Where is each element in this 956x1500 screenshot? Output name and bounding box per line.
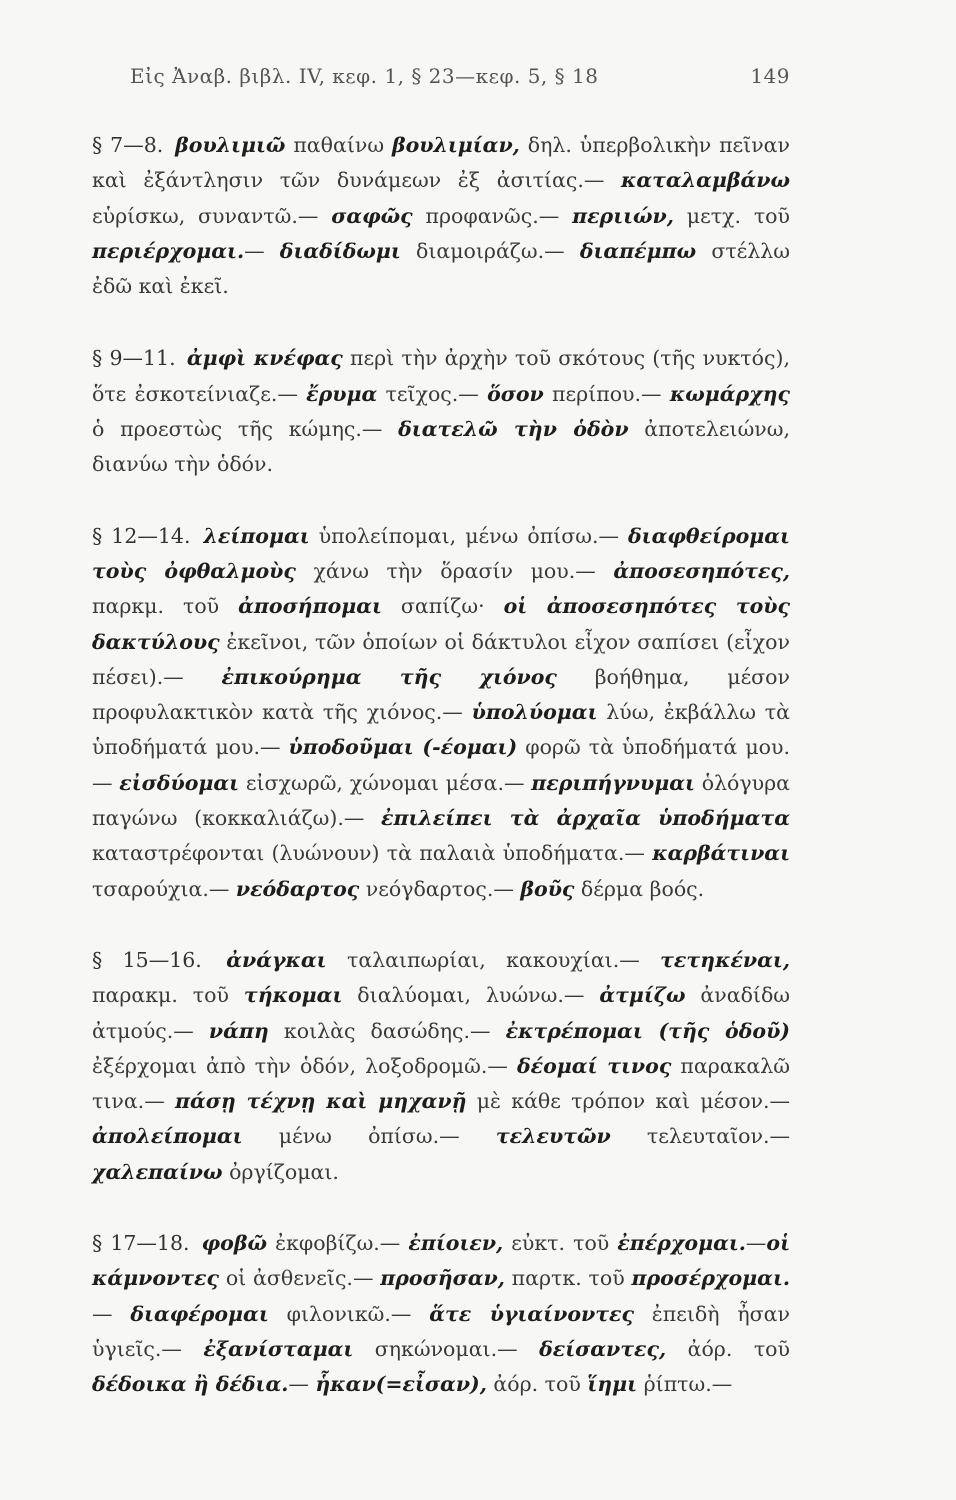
headword: βοῦς — [520, 876, 575, 901]
gloss: ἐξέρχομαι ἀπὸ τὴν ὁδόν, λοξοδρομῶ.— — [92, 1053, 517, 1078]
headword: ἅτε ὑγιαίνοντες — [429, 1301, 634, 1326]
paragraph-text — [92, 1231, 790, 1396]
gloss: προφανῶς.— — [412, 203, 573, 228]
gloss: ὑπολείπομαι, μένω ὀπίσω.— — [309, 523, 628, 548]
headword: τετηκέναι, — [660, 947, 790, 972]
gloss: διαλύομαι, λυώνω.— — [342, 983, 600, 1008]
headword: διαπέμπω — [579, 238, 697, 263]
page-number: 149 — [750, 64, 790, 88]
gloss: εὑρίσκω, συναντῶ.— — [92, 203, 332, 228]
gloss: κοιλὰς δασώδης.— — [268, 1018, 506, 1043]
gloss: — — [244, 238, 280, 263]
headword: ἀμφὶ κνέφας — [186, 346, 343, 371]
gloss: διαμοιράζω.— — [400, 238, 580, 263]
commentary-paragraph — [92, 128, 790, 304]
headword: ἵημι — [587, 1372, 638, 1397]
headword: φοβῶ — [201, 1231, 267, 1256]
headword: ἐξανίσταμαι — [203, 1336, 354, 1361]
headword: σαφῶς — [331, 203, 413, 228]
commentary-paragraph — [92, 341, 790, 482]
gloss: οἱ ἀσθενεῖς.— — [219, 1266, 381, 1291]
headword: ἀποσεσηπότες, — [613, 558, 790, 583]
headword: διαφθείρομαι τοὺς ὀφθαλμοὺς — [92, 523, 790, 583]
gloss: βοήθημα, μέσον προφυλακτικὸν κατὰ τῆς χιόνος.— — [92, 664, 790, 725]
headword: ἀπολείπομαι — [92, 1124, 243, 1149]
gloss: ταλαιπωρίαι, κακουχίαι.— — [326, 947, 661, 972]
headword: εἰσδύομαι — [119, 770, 240, 795]
gloss: εὐκτ. τοῦ — [503, 1231, 618, 1256]
commentary-paragraph — [92, 943, 790, 1190]
gloss: μετχ. τοῦ — [673, 203, 790, 228]
gloss: εἰσχωρῶ, χώνομαι μέσα.— — [239, 770, 532, 795]
gloss: περὶ τὴν ἀρχὴν τοῦ σκότους (τῆς νυκτός), ὅτε ἐσκοτείνιαζε.— — [92, 346, 790, 406]
gloss: ὀργίζομαι. — [222, 1159, 339, 1184]
running-head — [130, 64, 790, 88]
headword: οἱ ἀποσεσηπότες τοὺς δακτύλους — [92, 594, 790, 654]
headword: ἐπέρχομαι. — [617, 1231, 746, 1256]
gloss: — — [745, 1231, 767, 1256]
headword: δέδοικα ἢ δέδια. — [92, 1372, 289, 1397]
gloss: δηλ. ὑπερβολικὴν πεῖναν καὶ ἐξάντλησιν τῶν δυνάμεων ἐξ ἀσιτίας.— — [92, 133, 790, 193]
headword: διαφέρομαι — [130, 1301, 269, 1326]
headword: νάπη — [208, 1018, 269, 1043]
headword: προσέρχομαι. — [631, 1266, 790, 1291]
headword: προσῆσαν, — [380, 1266, 505, 1291]
gloss: περίπου.— — [543, 381, 670, 406]
paragraph-text — [92, 346, 790, 476]
gloss: χάνω τὴν ὅρασίν μου.— — [295, 558, 614, 583]
headword: ἐπίοιεν, — [408, 1231, 504, 1256]
gloss: παρτκ. τοῦ — [504, 1266, 632, 1291]
gloss: λύω, ἐκβάλλω τὰ ὑποδήματά μου.— — [92, 700, 790, 760]
commentary-body — [92, 128, 790, 1438]
headword: καταλαμβάνω — [621, 168, 790, 193]
headword: ἐκτρέπομαι (τῆς ὁδοῦ) — [505, 1018, 790, 1043]
section-marker: § 15—16. — [92, 947, 202, 972]
gloss: μὲ κάθε τρόπον καὶ μέσον.— — [466, 1089, 791, 1114]
headword: ἔρυμα — [306, 381, 378, 406]
headword: ὑπολύομαι — [471, 700, 598, 725]
section-marker: § 17—18. — [92, 1231, 190, 1256]
headword: ὑποδοῦμαι (-έομαι) — [288, 735, 518, 760]
gloss: παρακαλῶ τινα.— — [92, 1053, 790, 1114]
paragraph-text — [92, 524, 790, 901]
gloss: τσαρούχια.— — [92, 876, 236, 901]
gloss: ἐκφοβίζω.— — [266, 1231, 409, 1256]
headword: ὅσον — [487, 381, 544, 406]
headword: περιπήγνυμαι — [531, 770, 695, 795]
headword: τήκομαι — [243, 983, 343, 1008]
gloss: παρακμ. τοῦ — [92, 983, 244, 1008]
headword: νεόδαρτος — [235, 876, 360, 901]
gloss: ἐπειδὴ ἦσαν ὑγιεῖς.— — [92, 1301, 790, 1361]
gloss: ὁλόγυρα παγώνω (κοκκαλιάζω).— — [92, 770, 790, 831]
gloss: παρκμ. τοῦ — [92, 594, 239, 619]
headword: τελευτῶν — [495, 1124, 611, 1149]
gloss: — — [288, 1372, 316, 1397]
headword: περιέρχομαι. — [92, 238, 245, 263]
gloss: μένω ὀπίσω.— — [242, 1124, 496, 1149]
section-marker: § 12—14. — [92, 523, 191, 548]
headword: κωμάρχης — [669, 381, 790, 406]
gloss: δέρμα βοός. — [574, 876, 705, 901]
gloss: τελευταῖον.— — [610, 1124, 790, 1149]
running-head-title: Εἰς Ἀναβ. βιβλ. IV, κεφ. 1, § 23—κεφ. 5, § 18 — [130, 64, 599, 88]
gloss: ἀναδίδω ἀτμούς.— — [92, 983, 791, 1043]
gloss: — — [92, 1301, 131, 1326]
commentary-paragraph — [92, 519, 790, 907]
headword: ἐπιλείπει τὰ ἀρχαῖα ὑποδήματα — [381, 806, 790, 831]
gloss: ἀποτελειώνω, διανύω τὴν ὁδόν. — [92, 417, 790, 477]
section-marker: § 9—11. — [92, 346, 176, 371]
headword: πάσῃ τέχνῃ καὶ μηχανῇ — [174, 1089, 467, 1114]
commentary-paragraph — [92, 1226, 790, 1402]
headword: βουλιμιῶ — [175, 133, 286, 157]
headword: ἐπικούρημα τῆς χιόνος — [221, 664, 557, 689]
headword: οἱ κάμνοντες — [92, 1231, 790, 1291]
section-marker: § 7—8. — [92, 133, 164, 157]
gloss: ἐκεῖνοι, τῶν ὁποίων οἱ δάκτυλοι εἶχον σαπίσει (εἶχον πέσει).— — [92, 629, 790, 689]
headword: διατελῶ τὴν ὁδὸν — [398, 417, 629, 442]
gloss: φορῶ τὰ ὑποδήματά μου.— — [92, 735, 790, 795]
gloss: ἀόρ. τοῦ — [666, 1336, 790, 1361]
gloss: φιλονικῶ.— — [268, 1301, 430, 1326]
gloss: παθαίνω — [285, 133, 392, 157]
headword: ἀνάγκαι — [226, 947, 327, 972]
headword: ἀποσήπομαι — [238, 594, 382, 619]
headword: καρβάτιναι — [652, 841, 790, 866]
gloss: σαπίζω· — [381, 594, 504, 619]
headword: βουλιμίαν, — [391, 133, 520, 157]
headword: χαλεπαίνω — [92, 1159, 223, 1184]
gloss: σηκώνομαι.— — [353, 1336, 540, 1361]
gloss: ῥίπτω.— — [637, 1372, 733, 1397]
gloss: ὁ προεστὼς τῆς κώμης.— — [92, 417, 399, 442]
paragraph-text — [92, 948, 790, 1184]
headword: δέομαί τινος — [516, 1053, 672, 1078]
gloss: ἀόρ. τοῦ — [486, 1372, 588, 1397]
gloss: στέλλω ἐδῶ καὶ ἐκεῖ. — [92, 238, 790, 299]
headword: ἧκαν(=εἶσαν), — [315, 1372, 487, 1397]
headword: περιιών, — [572, 203, 674, 228]
headword: ἀτμίζω — [599, 983, 686, 1008]
gloss: τεῖχος.— — [377, 381, 488, 406]
gloss: καταστρέφονται (λυώνουν) τὰ παλαιὰ ὑποδήματα.— — [92, 841, 653, 866]
gloss: νεόγδαρτος.— — [359, 876, 521, 901]
headword: λείπομαι — [203, 523, 310, 548]
headword: διαδίδωμι — [279, 238, 401, 263]
headword: δείσαντες, — [539, 1336, 667, 1361]
paragraph-text — [92, 133, 790, 298]
